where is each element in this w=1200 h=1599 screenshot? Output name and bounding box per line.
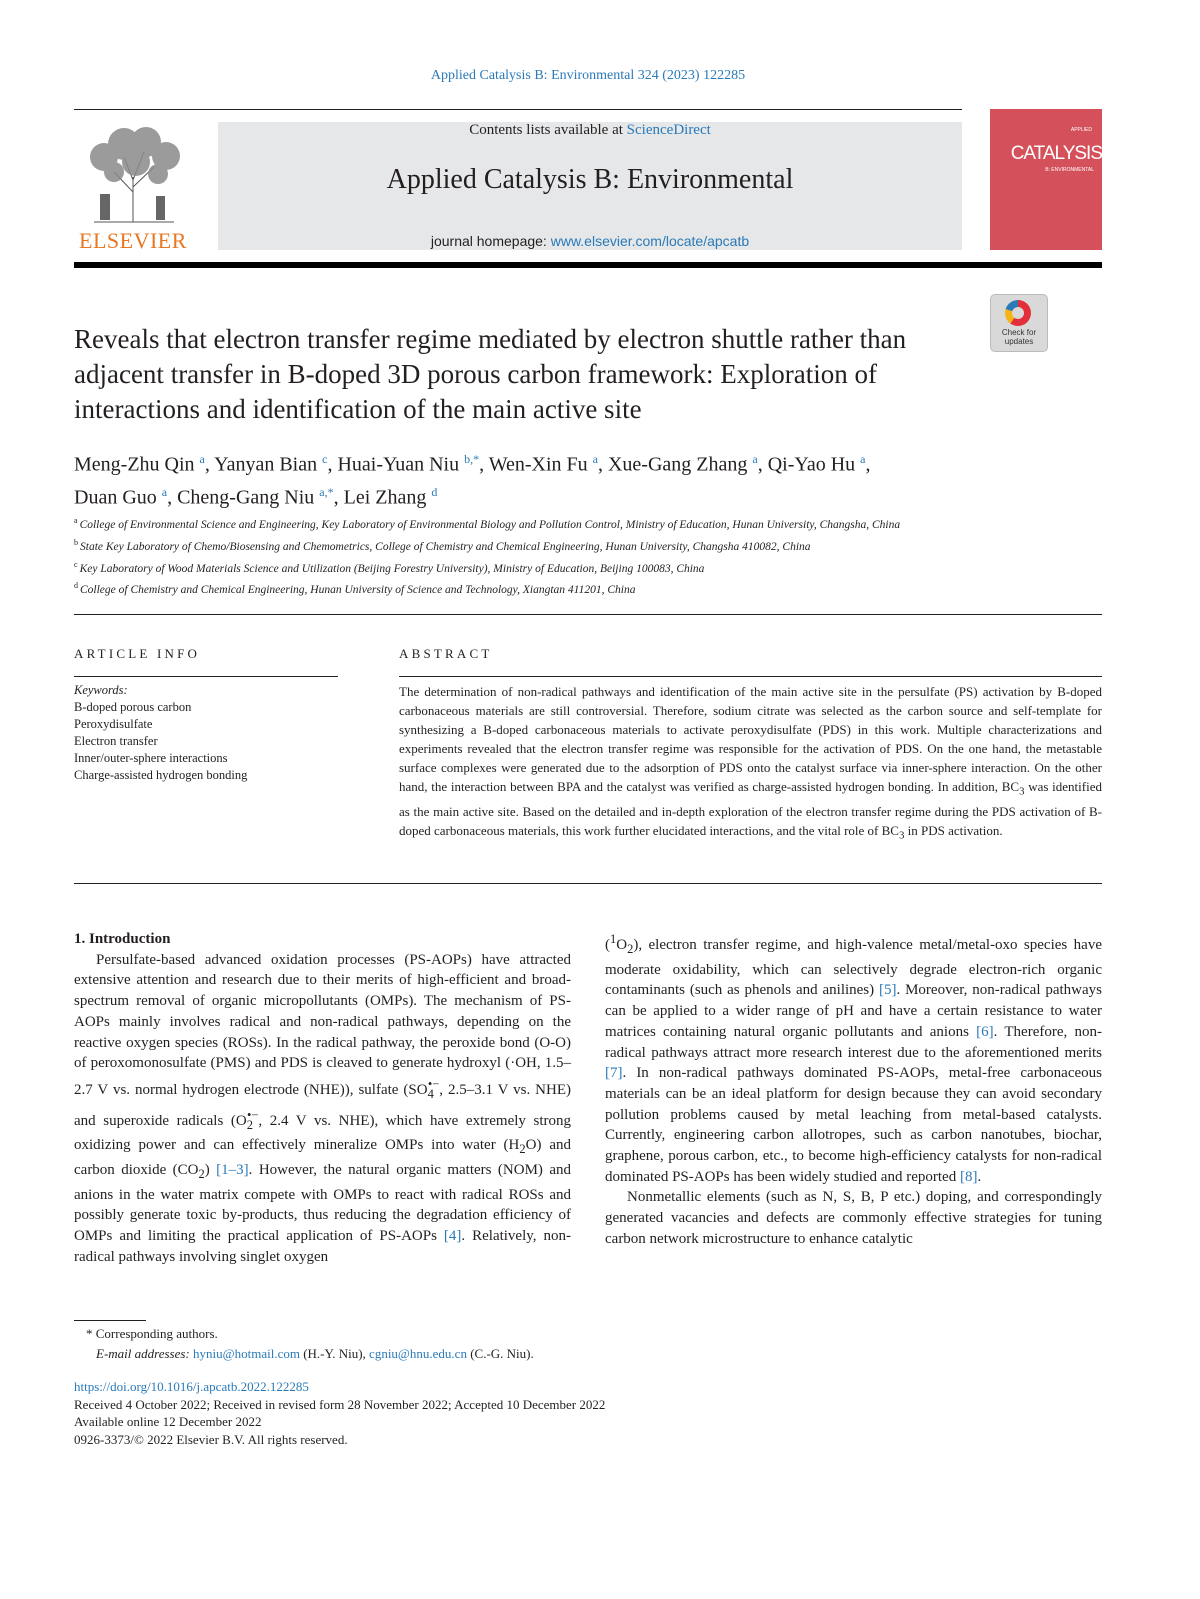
doi-link[interactable]: https://doi.org/10.1016/j.apcatb.2022.122285: [74, 1379, 309, 1394]
corresponding-note: * Corresponding authors.: [86, 1326, 218, 1341]
author-affiliation-marker[interactable]: a,*: [319, 484, 334, 499]
author-affiliation-marker[interactable]: a: [752, 452, 758, 466]
cover-subtitle: B: ENVIRONMENTAL: [1045, 167, 1094, 173]
keyword-item: B-doped porous carbon: [74, 700, 192, 714]
author-affiliation-marker[interactable]: b,*: [464, 452, 480, 466]
introduction-heading: 1. Introduction: [74, 931, 171, 947]
author-affiliation-marker[interactable]: c: [322, 452, 328, 466]
body-column-right: [605, 929, 1102, 1250]
journal-banner: [218, 122, 962, 250]
author-name[interactable]: Meng-Zhu Qin: [74, 453, 200, 476]
received-dates: Received 4 October 2022; Received in revised form 28 November 2022; Accepted 10 December 2022: [74, 1396, 606, 1412]
author-affiliation-marker[interactable]: a: [592, 452, 598, 466]
homepage-line: [218, 233, 962, 249]
keywords-block: [74, 682, 338, 784]
affiliation-item: $^d$ College of Chemistry and Chemical Engineering, Hunan University of Science and Technology, Xiangtan 411201, China: [74, 581, 636, 597]
footnotes: [74, 1324, 1102, 1363]
author-name[interactable]: Lei Zhang: [343, 486, 432, 509]
copyright: 0926-3373/© 2022 Elsevier B.V. All rights reserved.: [74, 1431, 348, 1447]
affiliation-item: $^b$ State Key Laboratory of Chemo/Biosensing and Chemometrics, College of Chemistry and Chemical Engineering, Hunan University, Changsha 410082, China: [74, 537, 811, 553]
cover-title: CATALYSIS: [1010, 143, 1102, 164]
abstract-rule: [399, 676, 1102, 677]
publication-info: [74, 1378, 1102, 1448]
reference-link[interactable]: [5]: [878, 982, 897, 999]
crossmark-icon: [1005, 300, 1031, 326]
article-title: Reveals that electron transfer regime mediated by electron shuttle rather than adjacent transfer in B-doped 3D porous carbon framework: Exploration of interactions and identification of the main active site: [74, 324, 907, 424]
email-link[interactable]: hyniu@hotmail.com: [193, 1345, 300, 1361]
journal-name: Applied Catalysis B: Environmental: [386, 164, 794, 195]
contents-line: [218, 122, 962, 139]
keywords-label: Keywords:: [74, 683, 128, 697]
author-name[interactable]: Xue-Gang Zhang: [607, 453, 753, 476]
elsevier-logo: [74, 122, 192, 254]
author-name[interactable]: Huai-Yuan Niu: [337, 453, 465, 476]
journal-cover[interactable]: [990, 109, 1102, 250]
abstract-heading: ABSTRACT: [399, 646, 493, 661]
author-affiliation-marker[interactable]: a: [161, 484, 168, 499]
reference-link[interactable]: [6]: [976, 1023, 994, 1040]
reference-link[interactable]: [4]: [443, 1228, 462, 1245]
elsevier-tree-icon: [74, 122, 192, 226]
author-list: Meng-Zhu Qin $^a$, Yanyan Bian $^c$, Huai-Yuan Niu $^{b,*}$, Wen-Xin Fu $^a$, Xue-Gang Zhang $^a$, Qi-Yao Hu $^a$, Duan Guo $^a$, Cheng-Gang Niu $^{a,*}$, Lei Zhang $^d$: [74, 452, 871, 509]
author-name[interactable]: Qi-Yao Hu: [767, 453, 861, 476]
affiliation-item: $^c$ Key Laboratory of Wood Materials Science and Utilization (Beijing Forestry University), Ministry of Education, Beijing 100083, China: [74, 559, 705, 575]
crossmark-label: Check for updates: [1001, 328, 1037, 346]
article-info-heading: ARTICLE INFO: [74, 646, 201, 661]
keyword-item: Peroxydisulfate: [74, 717, 153, 731]
author-name[interactable]: Cheng-Gang Niu: [177, 486, 320, 509]
author-affiliation-marker[interactable]: d: [431, 484, 438, 499]
contents-prefix: Contents lists available at: [469, 122, 627, 138]
check-for-updates-badge[interactable]: [990, 294, 1048, 352]
intro-paragraph-2: $(^1O_2)$, electron transfer regime, and high-valence metal/metal-oxo species have moderate oxidability, which can selectively degrade electron-rich organic contaminants (such as phenols and anilines) [5]. Moreover, non-radical pathways can be applied to a wider range of pH and have a certain resistance to water matrices containing natural organic pollutants and anions [6]. Therefore, non-radical pathways attract more research interest due to the aforementioned merits [7]. In non-radical pathways dominated PS-AOPs, metal-free carbonaceous materials can be an ideal platform for design because they can avoid secondary pollution problems caused by metal leaching from metal-based catalysts. Currently, engineering carbon allotropes, such as carbon nanotubes, biochar, graphene, porous carbon, etc., to become high-efficiency catalysts for non-radical dominated PS-AOPs has been widely studied and reported [8].: [605, 932, 1102, 1185]
intro-paragraph-1: Persulfate-based advanced oxidation processes (PS-AOPs) have attracted extensive attention and research due to their merits of high-efficient and broad-spectrum removal of organic micropollutants (OMPs). The mechanism of PS-AOPs mainly involves radical and non-radical pathways, depending on the reactive oxygen species (ROSs). In the radical pathway, the peroxide bond (O-O) of peroxomonosulfate (PMS) and PDS is cleaved to generate hydroxyl (·OH, 1.5–2.7 V vs. normal hydrogen electrode (NHE)), sulfate ($SO_4^{•-}$, 2.5–3.1 V vs. NHE) and superoxide radicals ($O_2^{•-}$, 2.4 V vs. NHE), which have extremely strong oxidizing power and can effectively mineralize OMPs into water $(H_2O)$ and carbon dioxide $(CO_2)$ [1–3]. However, the natural organic matters (NOM) and anions in the water matrix compete with OMPs to react with radical ROSs and possibly generate toxic by-products, thus reducing the degradation efficiency of OMPs and limiting the practical application of PS-AOPs [4]. Relatively, non-radical pathways involving singlet oxygen: [74, 951, 572, 1265]
author-affiliation-marker[interactable]: a: [199, 452, 205, 466]
email-link[interactable]: cgniu@hnu.edu.cn: [369, 1345, 467, 1361]
header-thick-rule: [74, 262, 1102, 268]
elsevier-wordmark: ELSEVIER: [79, 228, 187, 253]
email-note: E-mail addresses: hyniu@hotmail.com (H.-Y. Niu), cgniu@hnu.edu.cn (C.-G. Niu).: [96, 1345, 534, 1361]
reference-link[interactable]: [1–3]: [216, 1162, 249, 1179]
abstract-text: The determination of non-radical pathways and identification of the main active site in the persulfate (PS) activation by B-doped carbonaceous materials are still controversial. Therefore, sodium citrate was selected as the carbon source and self-template for synthesizing a B-doped carbonaceous materials to activate peroxydisulfate (PDS) in this work. Multiple characterizations and experiments revealed that the electron transfer regime was responsible for the activation of PDS. On the one hand, the metastable surface complexes were generated due to the adsorption of PDS onto the catalyst surface via inner-sphere interaction. On the other hand, the interaction between BPA and the catalyst was verified as charge-assisted hydrogen bonding. In addition, $BC_3$ was identified as the main active site. Based on the detailed and in-depth exploration of the electron transfer regime during the PDS activation of B-doped carbonaceous materials, this work further elucidated interactions, and the vital role of $BC_3$ in PDS activation.: [399, 684, 1102, 842]
author-name[interactable]: Duan Guo: [74, 486, 162, 509]
keyword-item: Charge-assisted hydrogen bonding: [74, 768, 248, 782]
body-column-left: [74, 929, 571, 1268]
sciencedirect-link[interactable]: ScienceDirect: [626, 122, 711, 138]
keyword-item: Electron transfer: [74, 734, 158, 748]
header-rule: [74, 109, 962, 110]
intro-paragraph-3: Nonmetallic elements (such as N, S, B, P etc.) doping, and correspondingly generated vacancies and defects are commonly effective strategies for tuning carbon network microstructure to enhance catalytic: [605, 1189, 1102, 1247]
homepage-prefix: journal homepage:: [430, 233, 551, 249]
author-name[interactable]: Wen-Xin Fu: [488, 453, 593, 476]
footnote-rule: [74, 1320, 146, 1321]
affiliation-item: $^a$ College of Environmental Science and Engineering, Key Laboratory of Environmental Biology and Pollution Control, Ministry of Education, Hunan University, Changsha, China: [74, 516, 901, 531]
author-affiliation-marker[interactable]: a: [860, 452, 866, 466]
homepage-link[interactable]: www.elsevier.com/locate/apcatb: [550, 233, 750, 249]
abstract-bottom-rule: [74, 883, 1102, 884]
section-rule: [74, 614, 1102, 615]
keyword-item: Inner/outer-sphere interactions: [74, 751, 228, 765]
journal-citation-link[interactable]: Applied Catalysis B: Environmental 324 (2023) 122285: [430, 68, 746, 83]
article-info-rule: [74, 676, 338, 677]
available-online: Available online 12 December 2022: [74, 1414, 262, 1429]
reference-link[interactable]: [7]: [605, 1065, 623, 1082]
cover-top-label: APPLIED: [1070, 127, 1092, 133]
author-name[interactable]: Yanyan Bian: [214, 453, 323, 476]
reference-link[interactable]: [8]: [959, 1168, 978, 1185]
affiliations: [74, 512, 1102, 599]
